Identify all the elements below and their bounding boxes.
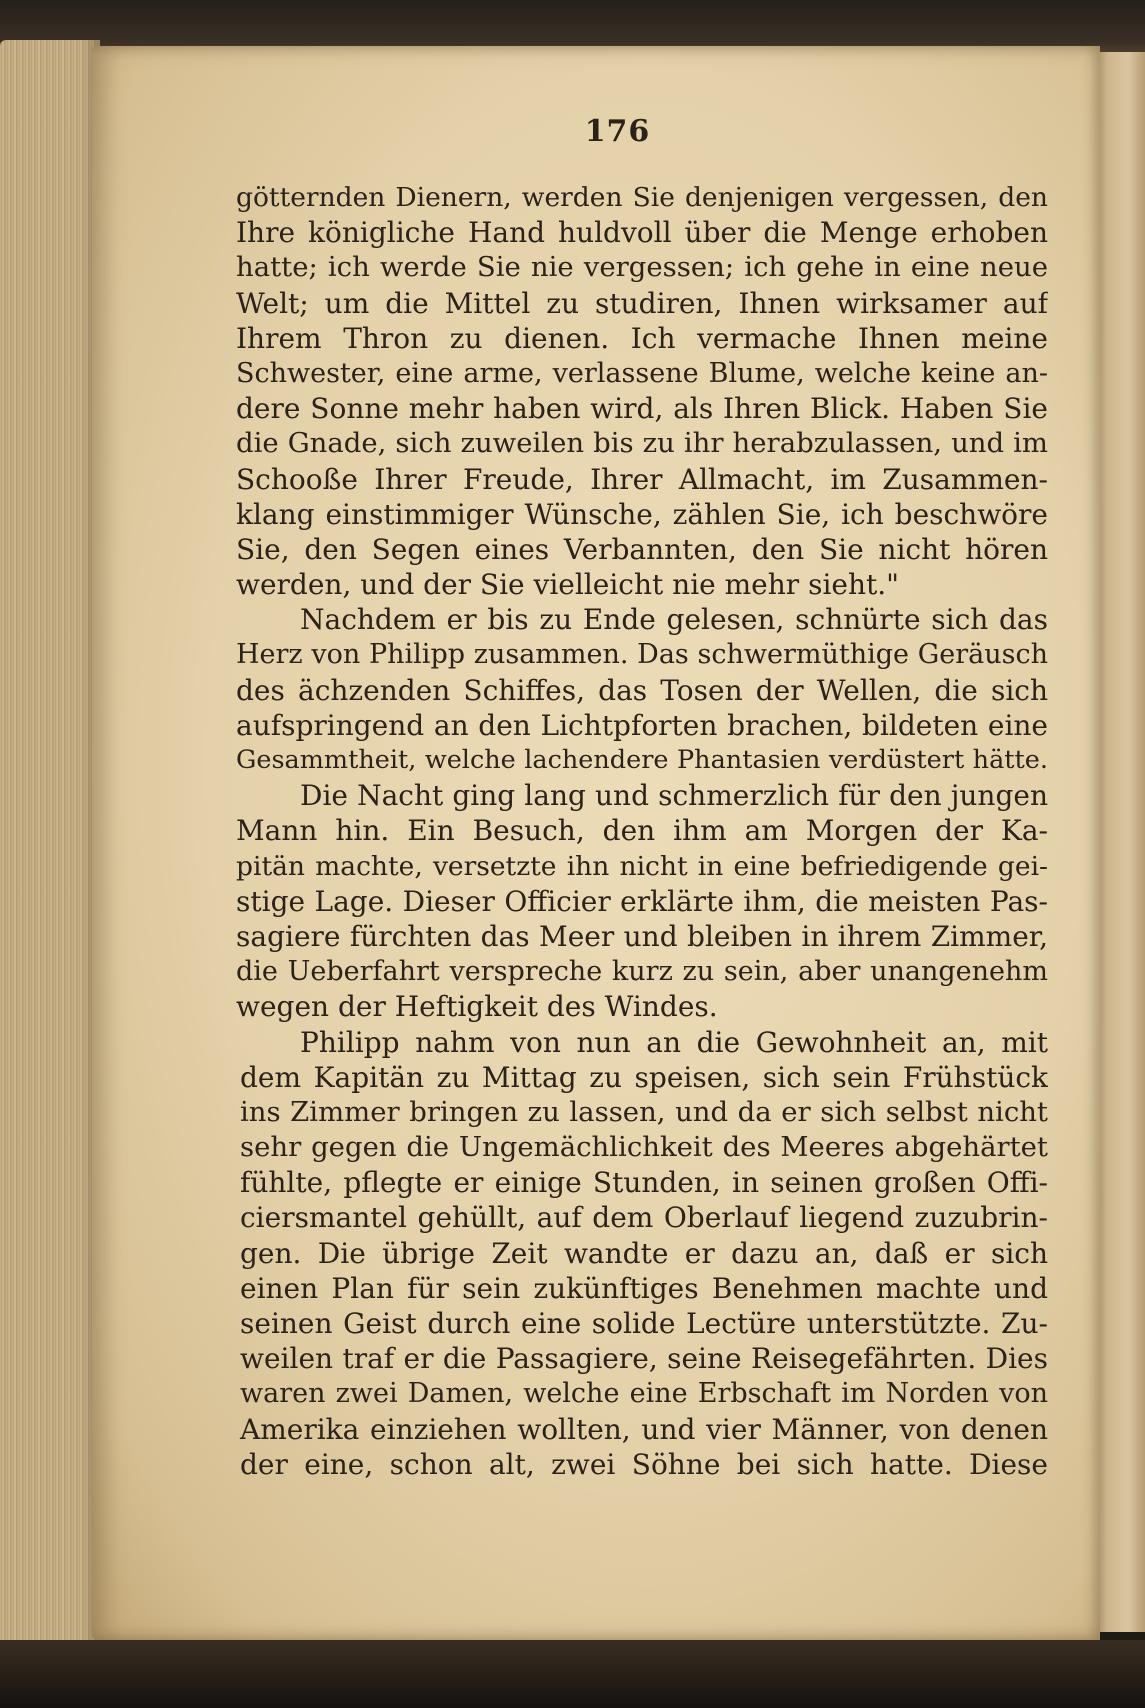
page-edges bbox=[0, 40, 100, 1650]
text-line: Schooße Ihrer Freude, Ihrer Allmacht, im Zusammen- bbox=[236, 462, 1048, 496]
text-line: Philipp nahm von nun an die Gewohnheit an, mit bbox=[300, 1025, 1048, 1059]
text-line: Nachdem er bis zu Ende gelesen, schnürte sich das bbox=[300, 603, 1048, 637]
text-line: des ächzenden Schiffes, das Tosen der Wellen, die sich bbox=[236, 673, 1048, 707]
text-line: dem Kapitän zu Mittag zu speisen, sich sein Frühstück bbox=[240, 1060, 1048, 1094]
text-line: fühlte, pflegte er einige Stunden, in seinen großen Offi- bbox=[240, 1166, 1048, 1200]
text-line: Ihre königliche Hand huldvoll über die Menge erhoben bbox=[236, 216, 1048, 250]
text-line: Amerika einziehen wollten, und vier Männer, von denen bbox=[240, 1412, 1048, 1446]
text-line: ins Zimmer bringen zu lassen, und da er sich selbst nicht bbox=[240, 1095, 1048, 1128]
text-line: waren zwei Damen, welche eine Erbschaft im Norden von bbox=[240, 1378, 1048, 1410]
text-line: Sie, den Segen eines Verbannten, den Sie nicht hören bbox=[236, 532, 1048, 566]
text-line: werden, und der Sie vielleicht nie mehr sieht." bbox=[236, 568, 900, 602]
text-line: dere Sonne mehr haben wird, als Ihren Blick. Haben Sie bbox=[236, 392, 1048, 426]
text-line: die Ueberfahrt verspreche kurz zu sein, aber unangenehm bbox=[236, 956, 1048, 988]
text-line: klang einstimmiger Wünsche, zählen Sie, ich beschwöre bbox=[236, 497, 1048, 531]
text-line: pitän machte, versetzte ihn nicht in eine befriedigende gei- bbox=[236, 850, 1048, 882]
text-line: seinen Geist durch eine solide Lectüre unterstützte. Zu- bbox=[240, 1307, 1048, 1340]
body-text bbox=[236, 180, 1048, 1482]
text-line: Ihrem Thron zu dienen. Ich vermache Ihnen meine bbox=[236, 321, 1048, 355]
text-line: aufspringend an den Lichtpforten brachen, bildeten eine bbox=[236, 708, 1048, 742]
text-line: hatte; ich werde Sie nie vergessen; ich gehe in eine neue bbox=[236, 251, 1048, 284]
text-line: der eine, schon alt, zwei Söhne bei sich hatte. Diese bbox=[240, 1447, 1048, 1481]
text-line: einen Plan für sein zukünftiges Benehmen machte und bbox=[240, 1271, 1048, 1305]
text-line: Herz von Philipp zusammen. Das schwermüthige Geräusch bbox=[236, 639, 1048, 671]
text-line: götternden Dienern, werden Sie denjenigen vergessen, den bbox=[236, 182, 1048, 213]
text-line: wegen der Heftigkeit des Windes. bbox=[236, 990, 718, 1024]
text-line: die Gnade, sich zuweilen bis zu ihr herabzulassen, und im bbox=[236, 427, 1048, 460]
text-line: ciersmantel gehüllt, auf dem Oberlauf liegend zuzubrin- bbox=[240, 1201, 1048, 1235]
text-line: Schwester, eine arme, verlassene Blume, welche keine an- bbox=[236, 357, 1048, 389]
book-cover-bottom bbox=[0, 1640, 1145, 1708]
text-line: Die Nacht ging lang und schmerzlich für den jungen bbox=[300, 779, 1048, 813]
text-line: gen. Die übrige Zeit wandte er dazu an, daß er sich bbox=[240, 1236, 1048, 1270]
text-line: weilen traf er die Passagiere, seine Reisegefährten. Dies bbox=[240, 1342, 1048, 1376]
text-line: stige Lage. Dieser Officier erklärte ihm, die meisten Pas- bbox=[236, 884, 1048, 918]
text-line: sagiere fürchten das Meer und bleiben in ihrem Zimmer, bbox=[236, 919, 1048, 953]
text-line: sehr gegen die Ungemächlichkeit des Meeres abgehärtet bbox=[240, 1131, 1048, 1164]
text-line: Welt; um die Mittel zu studiren, Ihnen wirksamer auf bbox=[236, 286, 1048, 320]
page-number: 176 bbox=[584, 114, 651, 149]
text-line: Gesammtheit, welche lachendere Phantasien verdüstert hätte. bbox=[236, 745, 1048, 775]
text-line: Mann hin. Ein Besuch, den ihm am Morgen der Ka- bbox=[236, 814, 1048, 848]
